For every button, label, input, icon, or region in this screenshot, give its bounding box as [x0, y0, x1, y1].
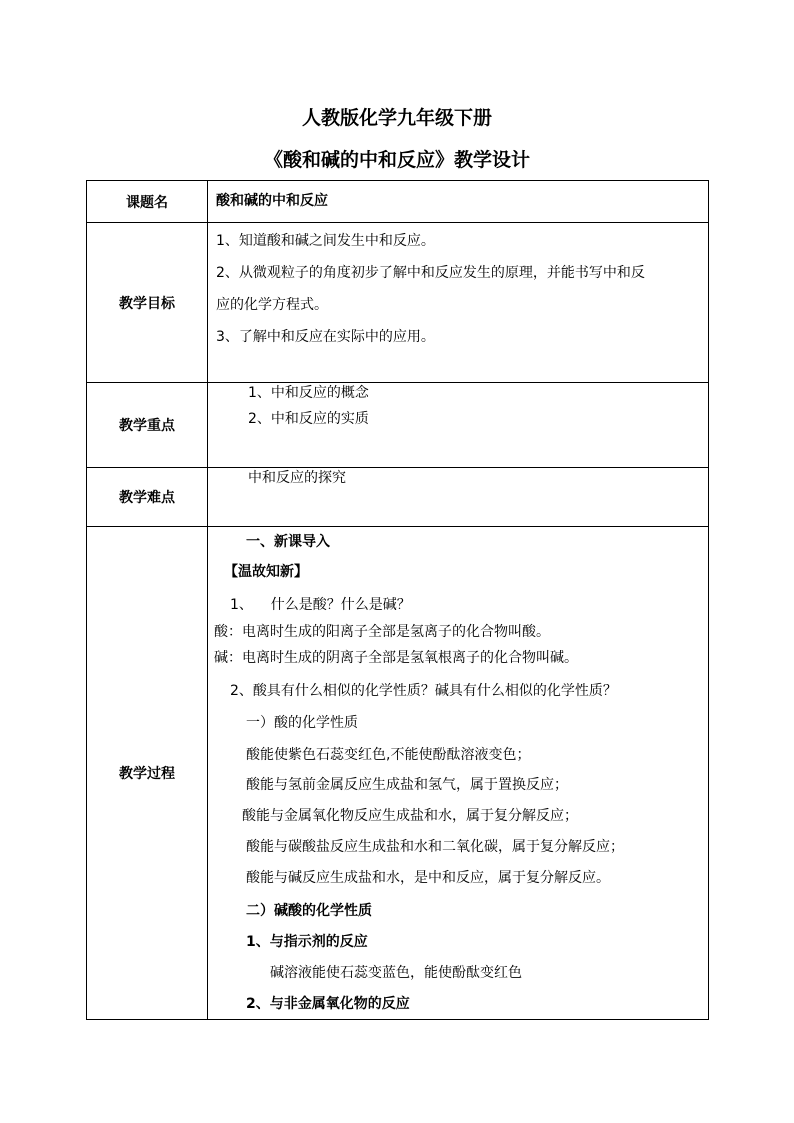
- topic-label: 课题名: [87, 181, 208, 223]
- process-line: 酸能与金属氧化物反应生成盐和水，属于复分解反应；: [242, 808, 578, 824]
- goal-line: 3、了解中和反应在实际中的应用。: [216, 329, 435, 345]
- key-cell: [208, 383, 709, 468]
- goal-line: 1、知道酸和碱之间发生中和反应。: [216, 233, 435, 249]
- lesson-plan-table: [86, 180, 709, 1020]
- process-line: 2、与非金属氧化物的反应: [246, 996, 410, 1012]
- process-line: 2、酸具有什么相似的化学性质？碱具有什么相似的化学性质？: [230, 683, 617, 699]
- process-line: 酸：电离时生成的阳离子全部是氢离子的化合物叫酸。: [214, 624, 550, 640]
- process-line: 碱：电离时生成的阴离子全部是氢氧根离子的化合物叫碱。: [214, 650, 578, 666]
- document-title: 人教版化学九年级下册: [301, 107, 492, 129]
- process-line: 一、新课导入: [246, 534, 330, 550]
- topic-value: 酸和碱的中和反应: [216, 193, 328, 209]
- process-line: 酸能与氢前金属反应生成盐和氢气，属于置换反应；: [246, 777, 568, 793]
- process-line: 一）酸的化学性质: [246, 715, 358, 731]
- key-line: 1、中和反应的概念: [248, 385, 369, 401]
- process-line: 1、与指示剂的反应: [246, 934, 368, 950]
- key-row: [87, 383, 709, 468]
- difficulty-row: [87, 468, 709, 527]
- topic-row: [87, 181, 709, 223]
- goals-cell: [208, 223, 709, 383]
- process-line: 碱溶液能使石蕊变蓝色，能使酚酞变红色: [270, 965, 522, 981]
- process-line: 二）碱酸的化学性质: [246, 903, 372, 919]
- difficulty-cell: [208, 468, 709, 527]
- process-line: 酸能与碱反应生成盐和水，是中和反应，属于复分解反应。: [246, 870, 610, 886]
- process-line: 【温故知新】: [224, 564, 308, 580]
- process-line: 酸能与碳酸盐反应生成盐和水和二氧化碳，属于复分解反应；: [246, 839, 624, 855]
- key-label: 教学重点: [87, 383, 208, 468]
- goal-line: 2、从微观粒子的角度初步了解中和反应发生的原理，并能书写中和反: [216, 265, 645, 281]
- difficulty-line: 中和反应的探究: [248, 470, 346, 486]
- process-line: 1、 什么是酸？什么是碱？: [230, 597, 411, 613]
- topic-cell: [208, 181, 709, 223]
- process-row: [87, 527, 709, 1020]
- goals-row: [87, 223, 709, 383]
- process-label: 教学过程: [87, 527, 208, 1020]
- goals-label: 教学目标: [87, 223, 208, 383]
- difficulty-label: 教学难点: [87, 468, 208, 527]
- goal-line: 应的化学方程式。: [216, 297, 328, 313]
- document-subtitle: 《酸和碱的中和反应》教学设计: [263, 149, 530, 171]
- process-line: 酸能使紫色石蕊变红色,不能使酚酞溶液变色；: [246, 747, 531, 763]
- process-cell: [208, 527, 709, 1020]
- key-line: 2、中和反应的实质: [248, 411, 369, 427]
